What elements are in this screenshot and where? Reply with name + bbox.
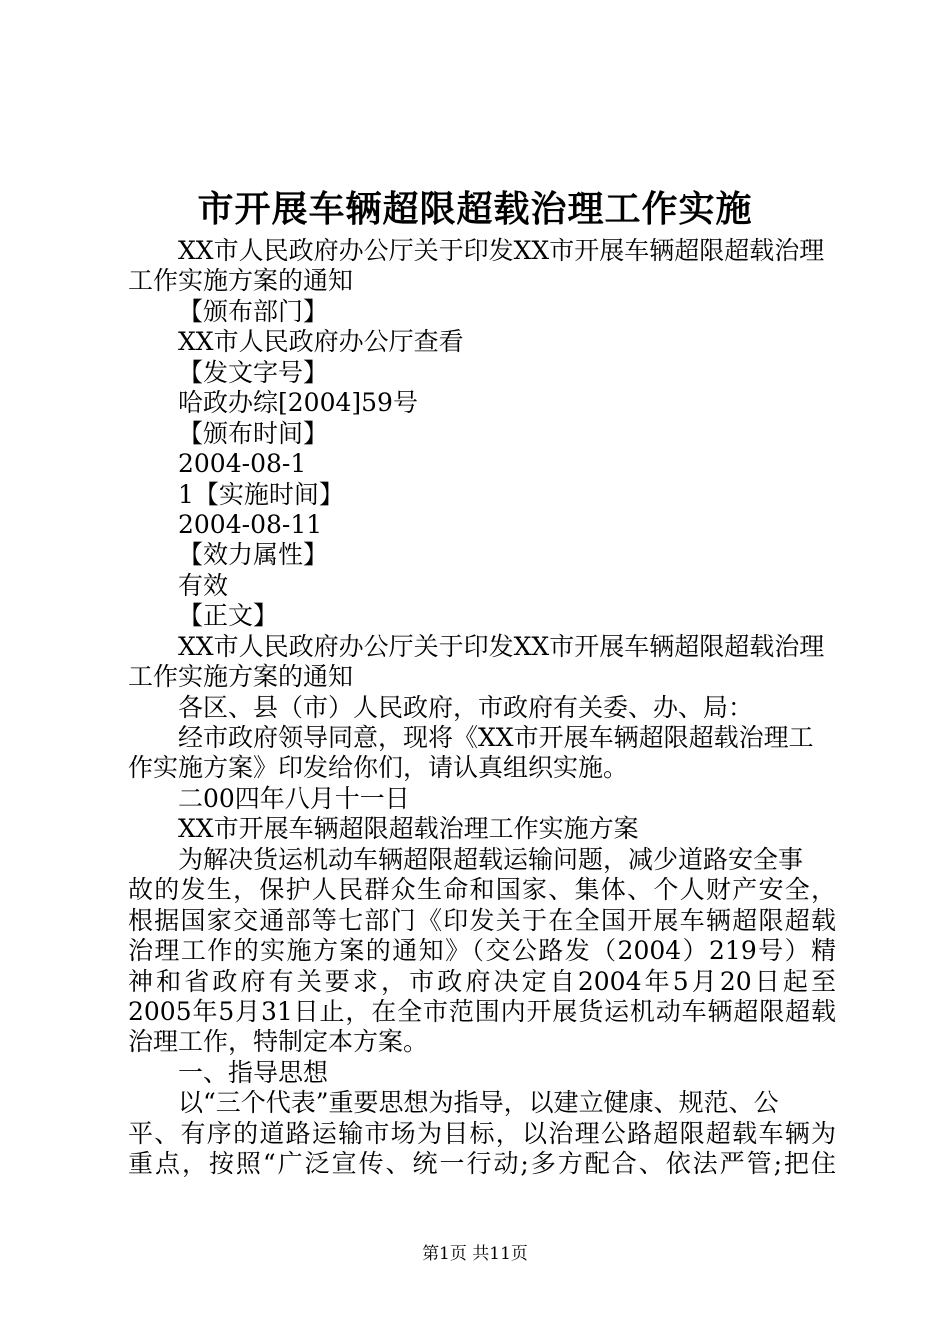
text-line: 2004-08-11	[178, 509, 323, 539]
text-line: 【发文字号】	[178, 357, 329, 387]
text-line: 【颁布部门】	[178, 296, 329, 326]
text-line: XX市人民政府办公厅关于印发XX市开展车辆超限超载治理	[178, 631, 825, 661]
text-line: 一、指导思想	[178, 1057, 329, 1087]
text-line: 【颁布时间】	[178, 418, 329, 448]
page-footer: 第1页 共11页	[422, 1244, 528, 1264]
text-line: 根据国家交通部等七部门《印发关于在全国开展车辆超限超载	[128, 905, 836, 935]
text-line: XX市开展车辆超限超载治理工作实施方案	[178, 814, 639, 844]
text-line: 作实施方案》印发给你们，请认真组织实施。	[128, 753, 629, 783]
text-line: 经市政府领导同意，现将《XX市开展车辆超限超载治理工	[178, 723, 814, 752]
text-line: 工作实施方案的通知	[128, 662, 354, 692]
text-line: 平、有序的道路运输市场为目标，以治理公路超限超载车辆为	[128, 1118, 836, 1148]
text-line: 哈政办综[2004]59号	[178, 388, 418, 418]
text-line: 1【实施时间】	[178, 479, 344, 509]
text-line: 有效	[178, 570, 229, 600]
document-title: 市开展车辆超限超载治理工作实施	[197, 188, 753, 230]
document-body	[128, 236, 836, 1180]
text-line: 工作实施方案的通知	[128, 266, 354, 296]
text-line: 以“三个代表”重要思想为指导，以建立健康、规范、公	[178, 1088, 779, 1118]
text-line: XX市人民政府办公厅查看	[178, 327, 464, 357]
text-line: 治理工作，特制定本方案。	[128, 1027, 429, 1057]
text-line: 【效力属性】	[178, 540, 329, 570]
text-line: 【正文】	[178, 601, 279, 631]
text-line: 各区、县（市）人民政府，市政府有关委、办、局：	[178, 692, 754, 722]
text-line: 治理工作的实施方案的通知》（交公路发（2004）219号）精	[128, 936, 836, 966]
text-line: 2005年5月31日止，在全市范围内开展货运机动车辆超限超载	[128, 996, 836, 1026]
text-line: XX市人民政府办公厅关于印发XX市开展车辆超限超载治理	[178, 236, 825, 265]
text-line: 重点，按照“广泛宣传、统一行动;多方配合、依法严管;把住	[128, 1149, 836, 1179]
text-line: 故的发生，保护人民群众生命和国家、集体、个人财产安全，	[128, 875, 836, 905]
text-line: 2004-08-1	[178, 449, 307, 479]
text-line: 二00四年八月十一日	[178, 783, 410, 813]
text-line: 神和省政府有关要求，市政府决定自2004年5月20日起至	[128, 966, 836, 996]
text-line: 为解决货运机动车辆超限超载运输问题，减少道路安全事	[178, 844, 804, 874]
